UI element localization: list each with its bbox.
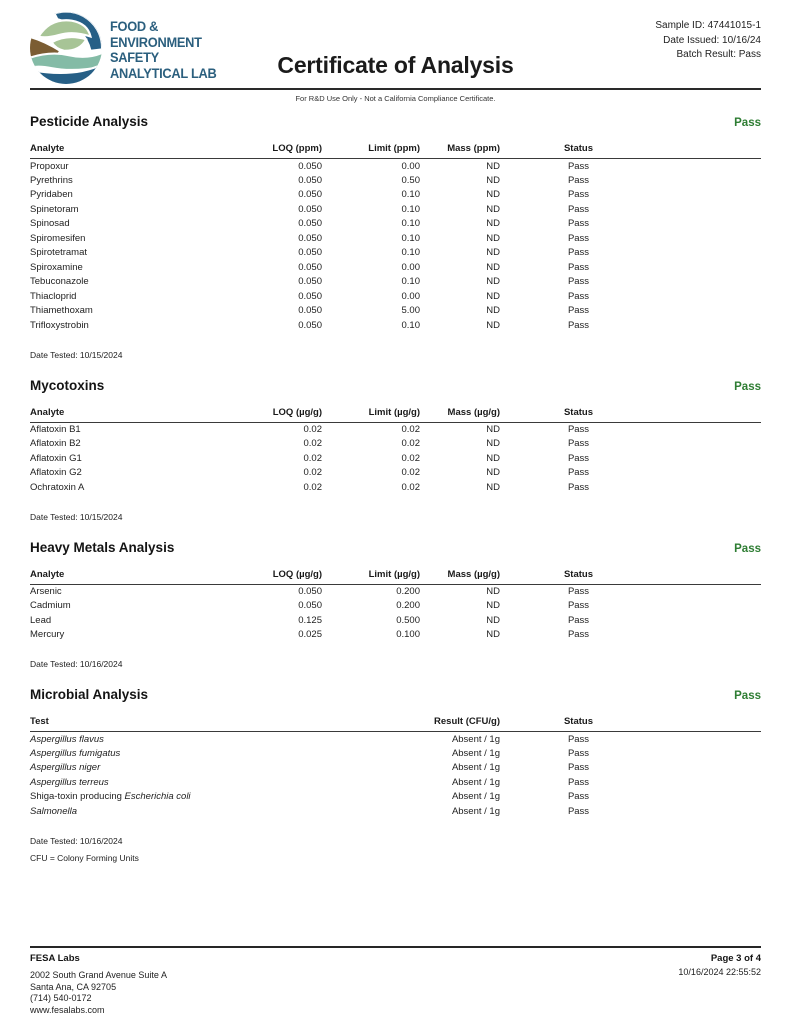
section-header bbox=[30, 540, 761, 555]
table-cell: Spiroxamine bbox=[30, 261, 83, 273]
table-cell: Pass bbox=[567, 747, 590, 759]
date-tested: Date Tested: 10/16/2024 bbox=[30, 835, 123, 846]
column-header bbox=[657, 567, 761, 585]
table-row bbox=[30, 217, 761, 232]
table-cell bbox=[657, 775, 761, 790]
table-cell: Pass bbox=[567, 805, 590, 817]
table-cell: 0.02 bbox=[401, 452, 420, 464]
table-cell: 0.02 bbox=[303, 481, 322, 493]
column-header: Status bbox=[500, 714, 657, 732]
footer-right bbox=[678, 953, 761, 1016]
date-tested: Date Tested: 10/15/2024 bbox=[30, 511, 123, 522]
table-cell: 0.00 bbox=[401, 290, 420, 302]
table-cell: Spiromesifen bbox=[30, 232, 86, 244]
table-cell: ND bbox=[486, 600, 500, 612]
table-cell: Pass bbox=[567, 467, 590, 479]
table-cell bbox=[657, 746, 761, 761]
lab-name: FESA Labs bbox=[30, 953, 80, 964]
table-cell: Absent / 1g bbox=[451, 733, 500, 745]
table-cell: ND bbox=[486, 467, 500, 479]
column-header bbox=[657, 141, 761, 159]
table-cell: 0.050 bbox=[298, 174, 322, 186]
table-cell: Pass bbox=[567, 733, 590, 745]
table-cell: ND bbox=[486, 586, 500, 597]
footer-left bbox=[30, 953, 167, 1016]
table-cell: Pass bbox=[567, 586, 590, 597]
table-cell bbox=[657, 159, 761, 174]
table-cell: Absent / 1g bbox=[451, 747, 500, 759]
column-header bbox=[657, 714, 761, 732]
table-cell: Pass bbox=[567, 600, 590, 612]
table-cell: ND bbox=[486, 174, 500, 186]
header-divider bbox=[30, 88, 761, 90]
column-header: Test bbox=[30, 714, 420, 732]
section-status-pass: Pass bbox=[734, 380, 761, 393]
table-cell: Shiga-toxin producing Escherichia coli bbox=[30, 791, 191, 803]
table-cell: Pass bbox=[567, 481, 590, 493]
table-cell: ND bbox=[486, 203, 500, 215]
section-title: Mycotoxins bbox=[30, 377, 105, 393]
table-cell bbox=[657, 422, 761, 437]
column-header: Status bbox=[500, 141, 657, 159]
table-cell: Pass bbox=[567, 232, 590, 244]
table-cell: Lead bbox=[30, 614, 52, 626]
table-cell: 0.025 bbox=[298, 629, 322, 641]
table-cell: Spinosad bbox=[30, 218, 70, 230]
column-header: Limit (µg/g) bbox=[322, 567, 420, 585]
table-row bbox=[30, 422, 761, 437]
table-cell: 0.050 bbox=[298, 600, 322, 612]
table-cell bbox=[657, 304, 761, 319]
table-cell: Arsenic bbox=[30, 586, 62, 597]
table-cell: ND bbox=[486, 189, 500, 201]
table-cell: 0.200 bbox=[396, 600, 420, 612]
table-cell: 0.02 bbox=[401, 467, 420, 479]
section-header bbox=[30, 114, 761, 129]
column-header: Mass (µg/g) bbox=[420, 405, 500, 423]
column-header: Limit (µg/g) bbox=[322, 405, 420, 423]
cfu-note: CFU = Colony Forming Units bbox=[30, 852, 139, 863]
table-cell: Absent / 1g bbox=[451, 776, 500, 788]
table-cell: 0.50 bbox=[401, 174, 420, 186]
table-row bbox=[30, 437, 761, 452]
table-row bbox=[30, 466, 761, 481]
table-cell: Pass bbox=[567, 791, 590, 803]
disclaimer-text: For R&D Use Only - Not a California Compliance Certificate. bbox=[295, 94, 496, 103]
table-cell: 0.10 bbox=[401, 203, 420, 215]
table-cell: 0.050 bbox=[298, 276, 322, 288]
analysis-section bbox=[30, 540, 761, 670]
table-row bbox=[30, 628, 761, 643]
report-sections bbox=[30, 114, 761, 863]
table-cell bbox=[657, 437, 761, 452]
table-cell: ND bbox=[486, 629, 500, 641]
report-footer bbox=[30, 946, 761, 1016]
table-cell: ND bbox=[486, 319, 500, 331]
table-cell: Pass bbox=[567, 276, 590, 288]
table-row bbox=[30, 304, 761, 319]
table-cell: Pass bbox=[567, 762, 590, 774]
address-line: 2002 South Grand Avenue Suite A bbox=[30, 970, 167, 980]
table-cell: Aspergillus fumigatus bbox=[30, 747, 121, 759]
table-cell: 0.050 bbox=[298, 203, 322, 215]
table-header-row bbox=[30, 714, 761, 732]
table-cell: Pass bbox=[567, 629, 590, 641]
table-cell: Pass bbox=[567, 247, 590, 259]
section-title: Pesticide Analysis bbox=[30, 114, 149, 129]
logo-line: SAFETY bbox=[110, 50, 159, 65]
logo-line: FOOD & bbox=[110, 19, 159, 34]
table-cell: Aflatoxin G1 bbox=[30, 452, 82, 464]
table-cell: ND bbox=[486, 614, 500, 626]
section-status-pass: Pass bbox=[734, 117, 761, 129]
table-cell bbox=[657, 480, 761, 495]
table-cell: 0.02 bbox=[303, 438, 322, 450]
address-line: Santa Ana, CA 92705 bbox=[30, 981, 117, 992]
batch-result: Batch Result: Pass bbox=[676, 49, 761, 60]
table-cell: Spirotetramat bbox=[30, 247, 88, 259]
table-cell: 0.02 bbox=[303, 424, 322, 435]
table-row bbox=[30, 804, 761, 819]
table-cell bbox=[657, 202, 761, 217]
table-cell bbox=[657, 451, 761, 466]
column-header: Analyte bbox=[30, 141, 220, 159]
page-number: Page 3 of 4 bbox=[710, 953, 761, 964]
table-cell: Mercury bbox=[30, 629, 65, 641]
table-cell: Tebuconazole bbox=[30, 276, 89, 288]
column-header bbox=[657, 405, 761, 423]
table-cell: ND bbox=[486, 160, 500, 172]
table-header-row bbox=[30, 567, 761, 585]
table-cell: 0.00 bbox=[401, 160, 420, 172]
column-header: LOQ (µg/g) bbox=[220, 567, 322, 585]
table-cell: 0.050 bbox=[298, 305, 322, 317]
table-row bbox=[30, 188, 761, 203]
table-row bbox=[30, 790, 761, 805]
table-cell: Pyridaben bbox=[30, 189, 73, 201]
results-table bbox=[30, 714, 761, 819]
table-cell: Spinetoram bbox=[30, 203, 79, 215]
analysis-section bbox=[30, 687, 761, 863]
date-issued: Date Issued: 10/16/24 bbox=[663, 34, 761, 46]
table-cell: Pass bbox=[567, 189, 590, 201]
table-cell bbox=[657, 466, 761, 481]
table-cell: Pass bbox=[567, 290, 590, 302]
table-row bbox=[30, 159, 761, 174]
column-header: Status bbox=[500, 567, 657, 585]
table-cell bbox=[657, 732, 761, 747]
table-cell: ND bbox=[486, 452, 500, 464]
table-cell: 0.050 bbox=[298, 247, 322, 259]
table-row bbox=[30, 231, 761, 246]
table-cell: ND bbox=[486, 247, 500, 259]
table-cell: 0.050 bbox=[298, 586, 322, 597]
date-tested: Date Tested: 10/15/2024 bbox=[30, 349, 123, 360]
table-cell: ND bbox=[486, 218, 500, 230]
table-row bbox=[30, 480, 761, 495]
lab-address bbox=[30, 970, 167, 1016]
table-row bbox=[30, 275, 761, 290]
table-cell bbox=[657, 275, 761, 290]
table-row bbox=[30, 451, 761, 466]
print-timestamp: 10/16/2024 22:55:52 bbox=[678, 967, 761, 977]
table-cell: Aspergillus niger bbox=[30, 762, 101, 774]
column-header: Analyte bbox=[30, 567, 220, 585]
table-row bbox=[30, 732, 761, 747]
table-cell: 0.00 bbox=[401, 261, 420, 273]
column-header: Analyte bbox=[30, 405, 220, 423]
table-row bbox=[30, 246, 761, 261]
table-cell bbox=[657, 804, 761, 819]
table-row bbox=[30, 318, 761, 333]
table-cell: Pyrethrins bbox=[30, 174, 73, 186]
table-cell: ND bbox=[486, 261, 500, 273]
table-cell: 0.050 bbox=[298, 232, 322, 244]
table-row bbox=[30, 260, 761, 275]
table-cell bbox=[657, 289, 761, 304]
table-cell: Pass bbox=[567, 261, 590, 273]
section-status-pass: Pass bbox=[734, 542, 761, 555]
table-cell: Pass bbox=[567, 452, 590, 464]
table-cell: 5.00 bbox=[401, 305, 420, 317]
table-cell: Pass bbox=[567, 424, 590, 435]
section-status-pass: Pass bbox=[734, 690, 761, 702]
table-row bbox=[30, 599, 761, 614]
table-cell: Pass bbox=[567, 160, 590, 172]
table-cell: Cadmium bbox=[30, 600, 71, 612]
table-cell: 0.050 bbox=[298, 218, 322, 230]
table-cell: 0.10 bbox=[401, 218, 420, 230]
column-header: LOQ (µg/g) bbox=[220, 405, 322, 423]
table-row bbox=[30, 746, 761, 761]
table-header-row bbox=[30, 405, 761, 423]
table-cell bbox=[657, 246, 761, 261]
table-cell: 0.050 bbox=[298, 290, 322, 302]
table-cell: 0.500 bbox=[396, 614, 420, 626]
table-cell: 0.10 bbox=[401, 189, 420, 201]
table-cell: Aspergillus flavus bbox=[30, 733, 104, 745]
table-cell: ND bbox=[486, 424, 500, 435]
table-cell: Absent / 1g bbox=[451, 805, 500, 817]
table-cell: ND bbox=[486, 290, 500, 302]
table-cell bbox=[657, 217, 761, 232]
table-cell: Pass bbox=[567, 203, 590, 215]
table-cell: 0.050 bbox=[298, 189, 322, 201]
results-table bbox=[30, 405, 761, 495]
table-cell bbox=[657, 173, 761, 188]
table-cell: 0.10 bbox=[401, 232, 420, 244]
table-cell bbox=[657, 790, 761, 805]
table-cell: Thiamethoxam bbox=[30, 305, 93, 317]
table-row bbox=[30, 289, 761, 304]
table-cell: Trifloxystrobin bbox=[30, 319, 89, 331]
table-cell: Propoxur bbox=[30, 160, 69, 172]
table-cell: 0.10 bbox=[401, 276, 420, 288]
table-cell bbox=[657, 188, 761, 203]
section-header bbox=[30, 378, 761, 393]
table-cell: Pass bbox=[567, 776, 590, 788]
results-table bbox=[30, 567, 761, 643]
column-header: Mass (µg/g) bbox=[420, 567, 500, 585]
table-cell: 0.02 bbox=[401, 481, 420, 493]
table-cell bbox=[657, 599, 761, 614]
table-cell bbox=[657, 584, 761, 599]
table-cell: 0.100 bbox=[396, 629, 420, 641]
table-row bbox=[30, 775, 761, 790]
table-row bbox=[30, 584, 761, 599]
table-cell bbox=[657, 260, 761, 275]
table-cell: ND bbox=[486, 481, 500, 493]
table-cell: Pass bbox=[567, 319, 590, 331]
table-cell bbox=[657, 613, 761, 628]
section-header bbox=[30, 687, 761, 702]
section-title: Heavy Metals Analysis bbox=[30, 539, 175, 555]
table-cell: Aflatoxin B2 bbox=[30, 438, 81, 450]
table-cell: Pass bbox=[567, 305, 590, 317]
table-row bbox=[30, 173, 761, 188]
table-cell: 0.10 bbox=[401, 319, 420, 331]
table-cell: ND bbox=[486, 232, 500, 244]
column-header: Result (CFU/g) bbox=[420, 714, 500, 732]
column-header: Status bbox=[500, 405, 657, 423]
phone-number: (714) 540-0172 bbox=[30, 993, 92, 1003]
table-cell: Ochratoxin A bbox=[30, 481, 85, 493]
table-cell: Pass bbox=[567, 218, 590, 230]
table-cell: Aspergillus terreus bbox=[30, 776, 109, 788]
table-cell bbox=[657, 231, 761, 246]
table-cell: 0.02 bbox=[303, 467, 322, 479]
column-header: Limit (ppm) bbox=[322, 141, 420, 159]
table-cell: 0.02 bbox=[401, 438, 420, 450]
sample-id: Sample ID: 47441015-1 bbox=[655, 20, 761, 31]
table-cell: Aflatoxin G2 bbox=[30, 467, 82, 479]
column-header: Mass (ppm) bbox=[420, 141, 500, 159]
table-cell bbox=[657, 761, 761, 776]
table-cell: 0.050 bbox=[298, 160, 322, 172]
table-cell: 0.02 bbox=[401, 424, 420, 435]
logo-line: ENVIRONMENT bbox=[110, 34, 202, 50]
table-cell: 0.02 bbox=[303, 452, 322, 464]
date-tested: Date Tested: 10/16/2024 bbox=[30, 659, 123, 669]
results-table bbox=[30, 141, 761, 333]
analysis-section bbox=[30, 378, 761, 522]
column-header: LOQ (ppm) bbox=[220, 141, 322, 159]
section-title: Microbial Analysis bbox=[30, 687, 149, 702]
website-url: www.fesalabs.com bbox=[30, 1004, 105, 1015]
analysis-section bbox=[30, 114, 761, 360]
table-cell: Thiacloprid bbox=[30, 290, 77, 302]
table-cell: Absent / 1g bbox=[451, 762, 500, 774]
report-header bbox=[30, 0, 761, 107]
table-row bbox=[30, 613, 761, 628]
table-cell: ND bbox=[486, 305, 500, 317]
table-cell bbox=[657, 318, 761, 333]
table-header-row bbox=[30, 141, 761, 159]
table-row bbox=[30, 202, 761, 217]
table-cell: Salmonella bbox=[30, 805, 77, 817]
table-cell: ND bbox=[486, 276, 500, 288]
table-cell: Pass bbox=[567, 438, 590, 450]
table-cell: ND bbox=[486, 438, 500, 450]
table-cell: Absent / 1g bbox=[451, 791, 500, 803]
table-row bbox=[30, 761, 761, 776]
table-cell: Aflatoxin B1 bbox=[30, 424, 81, 435]
table-cell: 0.125 bbox=[298, 614, 322, 626]
table-cell: Pass bbox=[567, 174, 590, 186]
table-cell bbox=[657, 628, 761, 643]
table-cell: 0.200 bbox=[396, 586, 420, 597]
table-cell: 0.050 bbox=[298, 319, 322, 331]
table-cell: 0.050 bbox=[298, 261, 322, 273]
table-cell: 0.10 bbox=[401, 247, 420, 259]
page-title: Certificate of Analysis bbox=[277, 52, 514, 78]
logo-line: ANALYTICAL LAB bbox=[110, 65, 217, 81]
table-cell: Pass bbox=[567, 614, 590, 626]
